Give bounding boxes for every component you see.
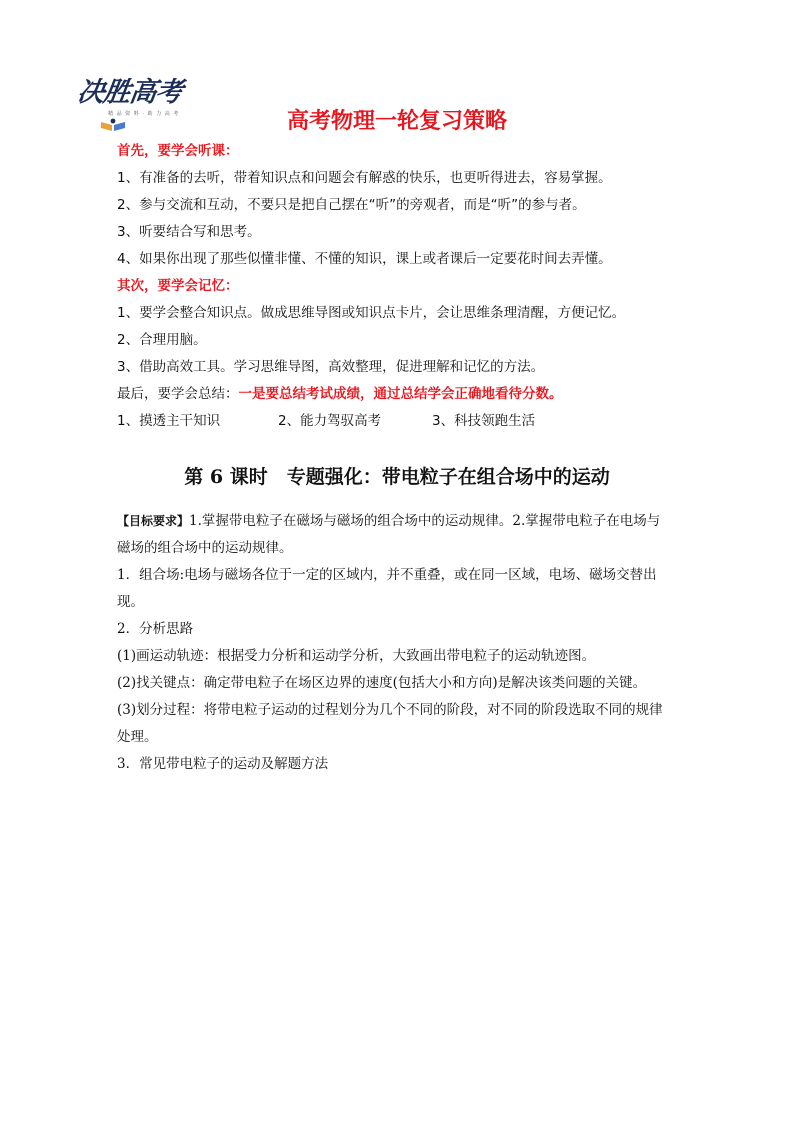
list-item: 2、参与交流和互动，不要只是把自己摆在“听”的旁观者，而是“听”的参与者。 xyxy=(117,197,586,213)
summary-point: 2、能力驾驭高考 xyxy=(278,413,382,429)
document-title: 高考物理一轮复习策略 xyxy=(286,109,507,134)
list-item: 3、借助高效工具。学习思维导图，高效整理，促进理解和记忆的方法。 xyxy=(117,359,545,375)
paragraph: (3)划分过程：将带电粒子运动的过程划分为几个不同的阶段，对不同的阶段选取不同的规律 xyxy=(117,702,663,718)
goal-text-continued: 磁场的组合场中的运动规律。 xyxy=(117,540,293,556)
summary-point: 1、摸透主干知识 xyxy=(117,413,221,429)
paragraph: 处理。 xyxy=(117,729,158,745)
list-item: 3、听要结合写和思考。 xyxy=(117,224,261,240)
paragraph: (1)画运动轨迹：根据受力分析和运动学分析，大致画出带电粒子的运动轨迹图。 xyxy=(117,648,596,664)
logo-subtitle: 精 品 资 料 · 助 力 高 考 xyxy=(108,111,180,117)
paragraph: 3．常见带电粒子的运动及解题方法 xyxy=(117,756,329,772)
paragraph: 现。 xyxy=(117,594,144,610)
summary-emphasis: 一是要总结考试成绩，通过总结学会正确地看待分数。 xyxy=(238,386,563,402)
goal-paragraph xyxy=(117,512,660,530)
list-item: 2、合理用脑。 xyxy=(117,332,207,348)
list-item: 1、要学会整合知识点。做成思维导图或知识点卡片，会让思维条理清醒，方便记忆。 xyxy=(117,305,626,321)
list-item: 1、有准备的去听，带着知识点和问题会有解惑的快乐，也更听得进去，容易掌握。 xyxy=(117,170,612,186)
section-heading-listening: 首先，要学会听课： xyxy=(117,143,239,159)
paragraph: 2．分析思路 xyxy=(117,621,194,637)
section-heading-memory: 其次，要学会记忆： xyxy=(117,278,239,294)
list-item: 4、如果你出现了那些似懂非懂、不懂的知识，课上或者课后一定要花时间去弄懂。 xyxy=(117,251,612,267)
goal-text: 1.掌握带电粒子在磁场与磁场的组合场中的运动规律。2.掌握带电粒子在电场与 xyxy=(189,513,661,529)
lesson-title: 第 6 课时 专题强化：带电粒子在组合场中的运动 xyxy=(184,466,610,488)
logo-text: 决胜高考 xyxy=(75,77,184,108)
summary-line xyxy=(117,385,563,403)
paragraph: 1．组合场:电场与磁场各位于一定的区域内，并不重叠，或在同一区域，电场、磁场交替出 xyxy=(117,567,657,583)
summary-point: 3、科技领跑生活 xyxy=(432,413,536,429)
goal-label: 【目标要求】 xyxy=(117,514,190,528)
summary-prefix: 最后，要学会总结： xyxy=(117,386,239,402)
paragraph: (2)找关键点：确定带电粒子在场区边界的速度(包括大小和方向)是解决该类问题的关键。 xyxy=(117,675,647,691)
